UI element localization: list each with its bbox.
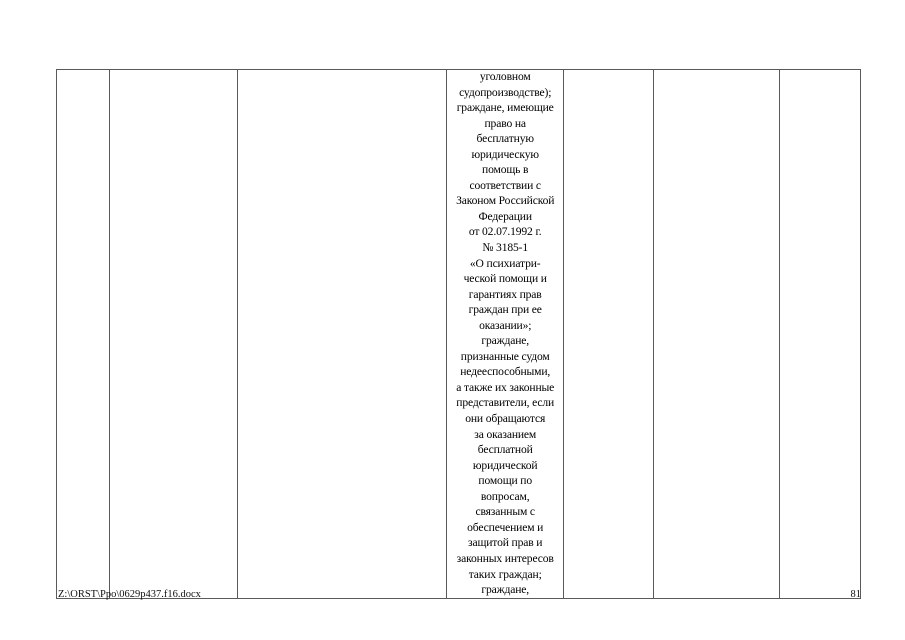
cell-text-line: соответствии с bbox=[469, 178, 541, 192]
cell-text-line: защитой прав и bbox=[468, 536, 543, 550]
cell-text-line: бесплатную bbox=[476, 132, 534, 146]
cell-text-line: граждане, имеющие bbox=[456, 101, 554, 115]
cell-text-line: вопросам, bbox=[480, 489, 530, 503]
cell-text-line: они обращаются bbox=[465, 412, 546, 426]
table-cell-2 bbox=[110, 70, 238, 599]
cell-text-line: за оказанием bbox=[474, 427, 537, 441]
cell-text-line: граждан при ее bbox=[468, 303, 542, 317]
cell-text-line: гарантиях прав bbox=[468, 287, 542, 301]
cell-text-line: оказании»; bbox=[479, 318, 532, 332]
cell-text-line: судопроизводстве); bbox=[459, 85, 552, 99]
cell-text-line: от 02.07.1992 г. bbox=[468, 225, 542, 239]
cell-text-line: а также их законные bbox=[456, 380, 555, 394]
cell-text-line: признанные судом bbox=[460, 349, 550, 363]
table-row bbox=[57, 70, 861, 599]
cell-text-line: «О психиатри- bbox=[469, 256, 541, 270]
cell-text-line: связанным с bbox=[475, 505, 535, 519]
cell-text-line: ческой помощи и bbox=[463, 272, 547, 286]
cell-text-line: представители, если bbox=[456, 396, 555, 410]
cell-text-lines bbox=[447, 69, 564, 598]
cell-text-line: граждане, bbox=[481, 583, 530, 597]
cell-text-line: право на bbox=[484, 116, 526, 130]
table-cell-6 bbox=[653, 70, 779, 599]
cell-text-line: уголовном bbox=[479, 70, 531, 83]
table-cell-1 bbox=[57, 70, 110, 599]
footer-file-path: Z:\ORST\Ppo\0629p437.f16.docx bbox=[58, 589, 201, 600]
cell-text-line: недееспособными, bbox=[460, 365, 551, 379]
cell-text-line: юридической bbox=[472, 458, 538, 472]
cell-text-line: Федерации bbox=[478, 209, 532, 223]
cell-text-line: законных интересов bbox=[456, 551, 554, 565]
table-cell-7 bbox=[779, 70, 860, 599]
cell-text-line: обеспечением и bbox=[467, 520, 544, 534]
cell-text-line: юридическую bbox=[471, 147, 539, 161]
table-cell-5 bbox=[564, 70, 653, 599]
cell-text-line: бесплатной bbox=[477, 443, 533, 457]
cell-text-line: Законом Российской bbox=[456, 194, 555, 208]
table-cell-4 bbox=[446, 70, 564, 599]
cell-text-line: помощи по bbox=[478, 474, 532, 488]
cell-text-line: № 3185-1 bbox=[482, 241, 528, 255]
page-number: 81 bbox=[850, 589, 861, 600]
table-cell-3 bbox=[237, 70, 446, 599]
cell-text-line: помощь в bbox=[482, 163, 529, 177]
cell-text-line: таких граждан; bbox=[468, 567, 542, 581]
document-table bbox=[56, 69, 861, 599]
cell-text-line: граждане, bbox=[481, 334, 530, 348]
